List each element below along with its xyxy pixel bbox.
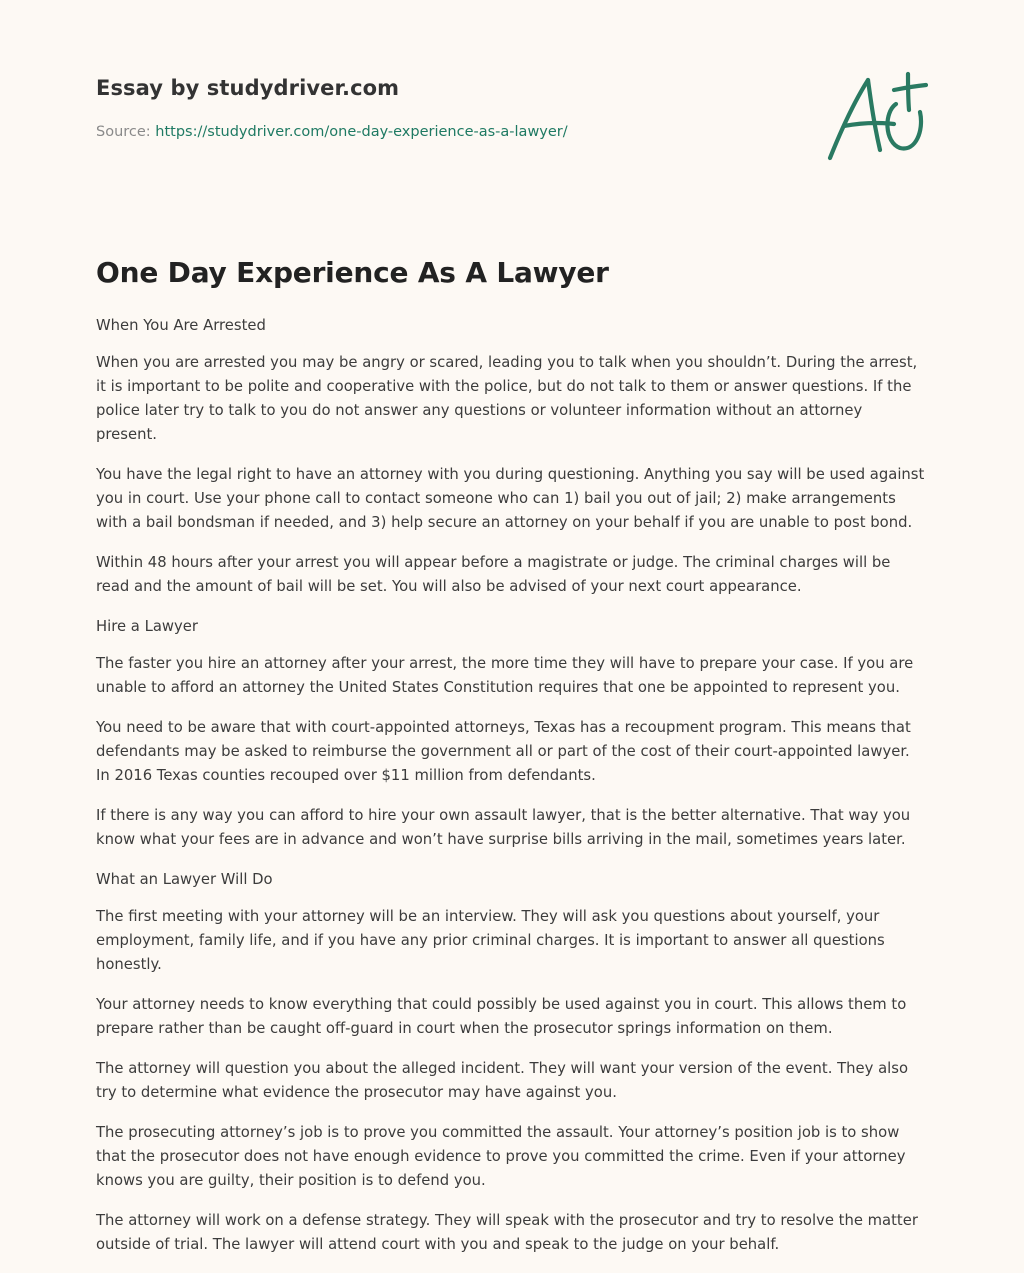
paragraph: The attorney will work on a defense strategy. They will speak with the prosecutor and try to resolve the matter outside of trial. The lawyer will attend court with you and speak to the judge on your behalf. bbox=[96, 1212, 918, 1253]
essay-title: One Day Experience As A Lawyer bbox=[96, 256, 609, 289]
paragraph: If there is any way you can afford to hire your own assault lawyer, that is the better alternative. That way you know what your fees are in advance and won’t have surprise bills arriving in the mail, sometimes years later. bbox=[96, 807, 911, 848]
section-heading: Hire a Lawyer bbox=[96, 618, 198, 635]
essay-body bbox=[96, 314, 926, 1273]
paragraph: The attorney will question you about the alleged incident. They will want your version of the event. They also try to determine what evidence the prosecutor may have against you. bbox=[96, 1060, 909, 1101]
source-label: Source: bbox=[96, 124, 156, 140]
section-heading: What an Lawyer Will Do bbox=[96, 871, 273, 888]
paragraph: You need to be aware that with court-appointed attorneys, Texas has a recoupment program. This means that defendants may be asked to reimburse the government all or part of the cost of their court-appointed lawyer. In 2016 Texas counties recouped over $11 million from defendants. bbox=[96, 719, 911, 784]
paragraph: The faster you hire an attorney after your arrest, the more time they will have to prepare your case. If you are unable to afford an attorney the United States Constitution requires that one be appointed to represent you. bbox=[96, 655, 914, 696]
section-heading: When You Are Arrested bbox=[96, 317, 266, 334]
source-link[interactable]: https://studydriver.com/one-day-experience-as-a-lawyer/ bbox=[155, 124, 568, 140]
paragraph: When you are arrested you may be angry or scared, leading you to talk when you shouldn’t. During the arrest, it is important to be polite and cooperative with the police, but do not talk to them or answer questions. If the police later try to talk to you do not answer any questions or volunteer information without an attorney present. bbox=[96, 354, 918, 443]
source-line bbox=[96, 124, 568, 140]
paragraph: Within 48 hours after your arrest you will appear before a magistrate or judge. The criminal charges will be read and the amount of bail will be set. You will also be advised of your next court appearance. bbox=[96, 554, 891, 595]
brand-heading: Essay by studydriver.com bbox=[96, 76, 400, 100]
paragraph: Your attorney needs to know everything that could possibly be used against you in court. This allows them to prepare rather than be caught off-guard in court when the prosecutor springs information on them. bbox=[96, 996, 907, 1037]
a-plus-logo-icon bbox=[824, 68, 928, 166]
paragraph: The first meeting with your attorney will be an interview. They will ask you questions about yourself, your employment, family life, and if you have any prior criminal charges. It is important to answer all questions honestly. bbox=[96, 908, 885, 973]
paragraph: The prosecuting attorney’s job is to prove you committed the assault. Your attorney’s position job is to show that the prosecutor does not have enough evidence to prove you committed the crime. Even if your attorney knows you are guilty, their position is to defend you. bbox=[96, 1124, 906, 1189]
paragraph: You have the legal right to have an attorney with you during questioning. Anything you say will be used against you in court. Use your phone call to contact someone who can 1) bail you out of jail; 2) make arrangements with a bail bondsman if needed, and 3) help secure an attorney on your behalf if you are unable to post bond. bbox=[96, 466, 925, 531]
